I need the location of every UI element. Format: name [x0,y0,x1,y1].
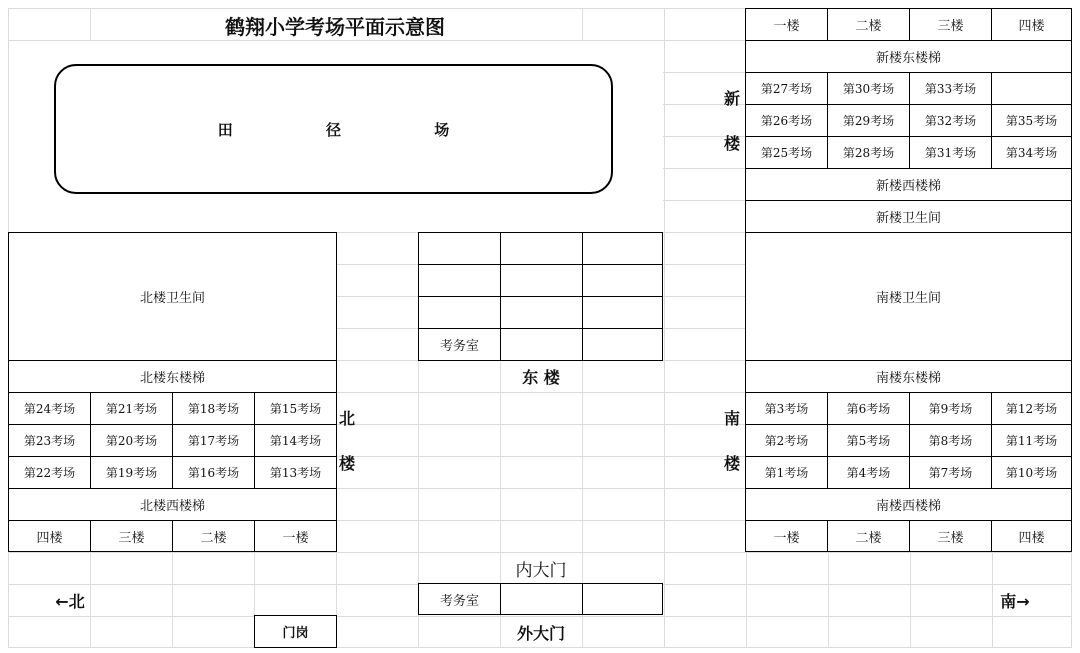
north-floor-label: 三楼 [90,520,173,552]
new-room: 第27考场 [745,72,828,105]
north-room: 第24考场 [8,392,91,425]
page-title: 鹤翔小学考场平面示意图 [225,14,445,39]
exam-office-bottom: 考务室 [418,583,501,615]
east-room-blank [500,328,583,361]
south-room: 第10考场 [991,456,1072,489]
south-room: 第11考场 [991,424,1072,457]
new-floor-label: 一楼 [745,8,828,41]
north-east-stairs: 北楼东楼梯 [8,360,337,393]
new-building-label: 新 楼 [723,89,740,153]
new-room: 第28考场 [827,136,910,169]
south-room: 第1考场 [745,456,828,489]
south-floor-label: 三楼 [909,520,992,552]
north-room: 第17考场 [172,424,255,457]
south-east-stairs: 南楼东楼梯 [745,360,1072,393]
east-room-blank [500,232,583,265]
east-room-blank [418,232,501,265]
south-building-label: 南 楼 [723,409,740,473]
new-restroom: 新楼卫生间 [745,200,1072,233]
north-room: 第19考场 [90,456,173,489]
new-west-stairs: 新楼西楼梯 [745,168,1072,201]
east-room-blank [418,296,501,329]
new-floor-label: 三楼 [909,8,992,41]
north-room: 第18考场 [172,392,255,425]
new-room: 第30考场 [827,72,910,105]
gate-room-blank [500,583,583,615]
exam-office-top: 考务室 [418,328,501,361]
south-room: 第6考场 [827,392,910,425]
south-room: 第9考场 [909,392,992,425]
south-room: 第3考场 [745,392,828,425]
north-floor-label: 四楼 [8,520,91,552]
north-room: 第14考场 [254,424,337,457]
north-floor-label: 二楼 [172,520,255,552]
new-room: 第31考场 [909,136,992,169]
south-room: 第4考场 [827,456,910,489]
north-room: 第20考场 [90,424,173,457]
east-building-label: 东 楼 [522,367,560,387]
south-room: 第7考场 [909,456,992,489]
track-field-label: 田 径 场 [217,120,494,139]
new-room: 第35考场 [991,104,1072,137]
track-field [54,64,613,194]
new-room: 第32考场 [909,104,992,137]
north-west-stairs: 北楼西楼梯 [8,488,337,521]
east-room-blank [582,232,663,265]
south-room: 第8考场 [909,424,992,457]
east-room-blank [582,296,663,329]
north-room: 第13考场 [254,456,337,489]
east-room-blank [582,264,663,297]
east-room-blank [582,328,663,361]
new-floor-label: 二楼 [827,8,910,41]
outer-gate-label: 外大门 [516,623,565,643]
new-floor-label: 四楼 [991,8,1072,41]
north-room: 第23考场 [8,424,91,457]
new-room: 第25考场 [745,136,828,169]
south-west-stairs: 南楼西楼梯 [745,488,1072,521]
new-room: 第26考场 [745,104,828,137]
south-floor-label: 一楼 [745,520,828,552]
north-room: 第15考场 [254,392,337,425]
south-floor-label: 二楼 [827,520,910,552]
north-floor-label: 一楼 [254,520,337,552]
south-floor-label: 四楼 [991,520,1072,552]
new-room: 第33考场 [909,72,992,105]
south-room: 第12考场 [991,392,1072,425]
south-direction-label: 南→ [1000,591,1030,611]
new-room: 第34考场 [991,136,1072,169]
east-room-blank [500,264,583,297]
north-direction-label: ←北 [55,591,85,611]
new-east-stairs: 新楼东楼梯 [745,40,1072,73]
guard-post: 门岗 [254,615,337,648]
south-restroom: 南楼卫生间 [745,232,1072,361]
north-restroom: 北楼卫生间 [8,232,337,361]
south-room: 第5考场 [827,424,910,457]
east-room-blank [418,264,501,297]
north-room: 第21考场 [90,392,173,425]
inner-gate-label: 内大门 [515,560,567,581]
new-room [991,72,1072,105]
north-building-label: 北 楼 [338,409,355,473]
north-room: 第22考场 [8,456,91,489]
south-room: 第2考场 [745,424,828,457]
east-room-blank [500,296,583,329]
new-room: 第29考场 [827,104,910,137]
gate-room-blank [582,583,663,615]
north-room: 第16考场 [172,456,255,489]
